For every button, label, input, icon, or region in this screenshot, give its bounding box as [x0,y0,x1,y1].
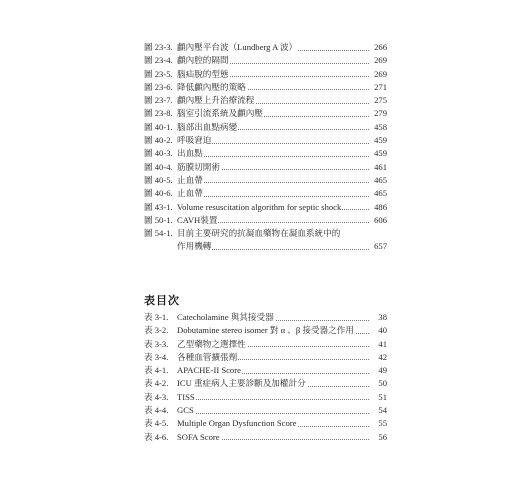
entry-title: TISS [177,391,196,404]
entry-title: GCS [177,404,195,417]
entry-page-number: 38 [377,311,387,324]
figures-entry [144,54,387,67]
figures-entry [144,201,387,214]
tables-entry [144,351,387,364]
entry-page-number: 271 [373,81,387,94]
entry-page-number: 266 [373,41,387,54]
entry-page-number: 459 [373,134,387,147]
entry-page-number: 461 [373,161,387,174]
table-list-heading: 表目次 [144,295,180,307]
entry-page-number: 606 [373,214,387,227]
entry-title: 各種血管擴張劑 [177,351,238,364]
entry-title: 呼吸窘迫 [177,134,212,147]
dot-leader [178,399,369,400]
entry-title: 目前主要研究的抗凝血藥物在凝血系統中的 [177,227,341,240]
dot-leader [178,196,369,197]
entry-title: 止血帶 [177,187,204,200]
entry-title: 腦室引流系統及顱內壓 [177,107,264,120]
entry-page-number: 657 [373,240,387,253]
entry-title: 乙型藥物之選擇性 [177,338,247,351]
entry-label: 圖 23-7. [144,95,173,106]
figures-entry [144,81,387,94]
entry-label: 圖 23-8. [144,108,173,119]
figures-entry [144,214,387,227]
entry-title: ICU 重症病人主要診斷及加權計分 [177,377,307,390]
entry-label: 圖 40-3. [144,148,173,159]
entry-title: SOFA Score [177,431,221,444]
figures-entry [144,41,387,54]
entry-page-number: 42 [377,351,387,364]
entry-page-number: 49 [377,364,387,377]
entry-page-number: 458 [373,121,387,134]
entry-label: 圖 40-5. [144,174,173,185]
tables-entry [144,391,387,404]
entry-page-number: 279 [373,107,387,120]
entry-title: CAVH裝置 [177,214,218,227]
entry-title: Dobutamine stereo isomer 對 α 、β 接受器之作用 [177,324,355,337]
dot-leader [178,156,369,157]
figures-entry [144,227,387,240]
entry-page-number: 55 [377,417,387,430]
entry-label: 圖 40-2. [144,135,173,146]
entry-label: 圖 40-1. [144,121,173,132]
entry-title: 顱內壓平台波（Lundberg A 波） [177,41,298,54]
entry-page-number: 54 [377,404,387,417]
dot-leader [178,413,369,414]
table-list [144,311,387,444]
tables-entry [144,324,387,337]
entry-label: 圖 40-6. [144,188,173,199]
entry-page-number: 465 [373,174,387,187]
entry-page-number: 465 [373,187,387,200]
entry-page-number: 40 [377,324,387,337]
figures-entry [144,147,387,160]
entry-page-number: 41 [377,338,387,351]
entry-label: 圖 40-4. [144,161,173,172]
entry-label: 表 4-5. [144,418,169,429]
entry-page-number: 51 [377,391,387,404]
figures-entry [144,174,387,187]
figures-entry [144,134,387,147]
tables-entry [144,431,387,444]
entry-label: 圖 54-1. [144,228,173,239]
entry-label: 表 4-1. [144,365,169,376]
entry-page-number: 269 [373,68,387,81]
entry-label: 圖 43-1. [144,201,173,212]
tables-entry [144,417,387,430]
figures-entry [144,94,387,107]
entry-label: 表 4-3. [144,391,169,402]
entry-title-continuation: 作用機轉 [177,240,212,253]
tables-entry [144,364,387,377]
entry-page-number: 486 [373,201,387,214]
tables-entry [144,311,387,324]
entry-title: 筋膜切開術 [177,161,221,174]
entry-title: Multiple Organ Dysfunction Score [177,417,297,430]
entry-label: 表 4-2. [144,378,169,389]
entry-title: APACHE-II Score [177,364,242,377]
entry-label: 表 3-2. [144,325,169,336]
figures-entry [144,121,387,134]
entry-label: 表 3-3. [144,338,169,349]
entry-title: 顱內腔的隔間 [177,54,230,67]
entry-title: 止血帶 [177,174,204,187]
tables-entry [144,377,387,390]
figures-entry [144,187,387,200]
entry-title: 腦疝脫的型態 [177,68,230,81]
entry-label: 圖 23-6. [144,81,173,92]
figures-entry [144,68,387,81]
entry-title: Volume resuscitation algorithm for septic shock [177,201,342,214]
entry-title: 腦部出血點病變 [177,121,238,134]
entry-label: 表 3-4. [144,351,169,362]
entry-title: 降低顱內壓的策略 [177,81,247,94]
entry-page-number: 269 [373,54,387,67]
figure-list [144,41,387,254]
entry-label: 表 4-4. [144,405,169,416]
entry-title: 出血點 [177,147,204,160]
figures-entry [144,107,387,120]
entry-label: 圖 50-1. [144,214,173,225]
entry-title: Catecholamine 與其接受器 [177,311,275,324]
tables-entry [144,404,387,417]
entry-label: 圖 23-3. [144,42,173,52]
entry-page-number: 275 [373,94,387,107]
figures-entry-continuation [144,240,387,253]
entry-label: 表 3-1. [144,312,169,322]
entry-label: 圖 23-5. [144,68,173,79]
tables-entry [144,338,387,351]
entry-label: 表 4-6. [144,431,169,442]
figures-entry [144,161,387,174]
entry-title: 顱內壓上升治療流程 [177,94,255,107]
entry-page-number: 459 [373,147,387,160]
dot-leader [178,182,369,183]
entry-label: 圖 23-4. [144,55,173,66]
entry-page-number: 50 [377,377,387,390]
entry-page-number: 56 [377,431,387,444]
